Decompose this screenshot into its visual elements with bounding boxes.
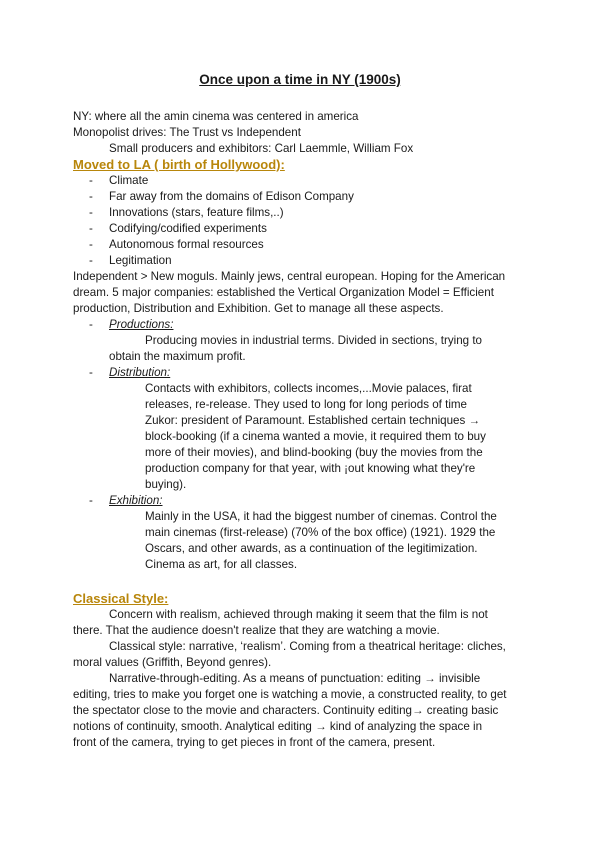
subsection-label: Exhibition:	[109, 494, 163, 507]
classical-paragraph: Concern with realism, achieved through making it seem that the film is not there. That the audience doesn't realize that they are watching a movie.	[73, 608, 488, 637]
dash-icon: -	[89, 206, 93, 219]
section-heading-classical-style: Classical Style:	[73, 591, 169, 606]
subsection-distribution	[73, 365, 533, 493]
bullet-item: - Far away from the domains of Edison Company	[89, 190, 354, 203]
dash-icon: -	[89, 222, 93, 235]
industry-subsection-list	[73, 317, 533, 573]
paragraph-line: production, Distribution and Exhibition. Get to manage all these aspects.	[73, 302, 444, 315]
document-body	[73, 109, 533, 751]
intro-line: Monopolist drives: The Trust vs Independent	[73, 126, 301, 139]
classical-paragraph: Narrative-through-editing. As a means of punctuation: editing → invisible editing, tries to make you forget one is watching a movie, a constructed reality, to get the spectator close to the movie and characters. Continuity editing→ creating basic notions of continuity, smooth. Analytical editing → kind of analyzing the space in front of the camera, trying to get pieces in front of the camera, present.	[73, 672, 507, 749]
bullet-item: - Innovations (stars, feature films,..)	[89, 206, 284, 219]
dash-icon: -	[89, 238, 93, 251]
hollywood-bullet-list	[73, 173, 533, 269]
dash-icon: -	[89, 190, 93, 203]
intro-line: NY: where all the amin cinema was centered in america	[73, 110, 359, 123]
bullet-item: - Autonomous formal resources	[89, 238, 264, 251]
subsection-text: Producing movies in industrial terms. Divided in sections, trying to obtain the maximum profit.	[109, 334, 483, 363]
dash-icon: -	[89, 174, 93, 187]
paragraph-line: Independent > New moguls. Mainly jews, central european. Hoping for the American	[73, 270, 506, 283]
subsection-text: Contacts with exhibitors, collects incomes,...Movie palaces, firat releases, re-release. They used to long for long periods of time Zukor: president of Paramount. Established certain techniques → block-booking (if a cinema wanted a movie, it required them to buy more of their movies), and blind-booking (buy the movies from the production company for that year, with ¡out knowing what they're buying).	[145, 382, 486, 491]
subsection-text: Mainly in the USA, it had the biggest number of cinemas. Control the main cinemas (first-release) (70% of the box office) (1921). 1929 the Oscars, and other awards, as a continuation of the legitimization. Cinema as art, for all classes.	[145, 510, 497, 571]
subsection-exhibition	[73, 493, 533, 573]
dash-icon: -	[89, 366, 93, 379]
bullet-item: - Climate	[89, 174, 149, 187]
dash-icon: -	[89, 318, 93, 331]
subsection-label: Productions:	[109, 318, 174, 331]
subsection-productions	[73, 317, 533, 365]
intro-indented-line: Small producers and exhibitors: Carl Laemmle, William Fox	[109, 142, 414, 155]
subsection-label: Distribution:	[109, 366, 171, 379]
bullet-item: - Codifying/codified experiments	[89, 222, 267, 235]
dash-icon: -	[89, 494, 93, 507]
paragraph-line: dream. 5 major companies: established the Vertical Organization Model = Efficient	[73, 286, 494, 299]
dash-icon: -	[89, 254, 93, 267]
page-title: Once upon a time in NY (1900s)	[199, 72, 401, 87]
section-heading-hollywood: Moved to LA ( birth of Hollywood):	[73, 157, 285, 172]
bullet-item: - Legitimation	[89, 254, 172, 267]
classical-paragraph: Classical style: narrative, ‘realism’. Coming from a theatrical heritage: cliches, moral values (Griffith, Beyond genres).	[73, 640, 506, 669]
